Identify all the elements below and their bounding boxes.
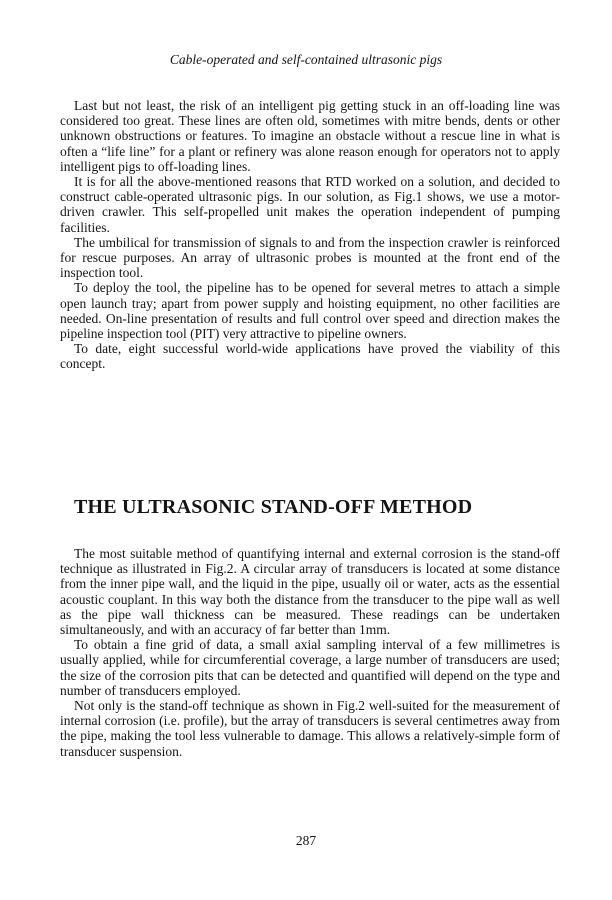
paragraph: To deploy the tool, the pipeline has to be opened for several metres to attach a simple open launch tray; apart from power supply and hoisting equipment, no other facilities are needed. On-line presentation of results and full control over speed and direction makes the pipeline inspection tool (PIT) very attractive to pipeline owners.: [60, 280, 560, 342]
paragraph: To obtain a fine grid of data, a small axial sampling interval of a few millimetres is usually applied, while for circumferential coverage, a large number of transducers are used; the size of the corrosion pits that can be detected and quantified will depend on the type and number of transducers employed.: [60, 637, 560, 698]
body-text-bottom: [60, 546, 560, 759]
body-text-top: [60, 98, 560, 372]
paragraph: The most suitable method of quantifying internal and external corrosion is the stand-off technique as illustrated in Fig.2. A circular array of transducers is located at some distance from the inner pipe wall, and the liquid in the pipe, usually oil or water, acts as the essential acoustic couplant. In this way both the distance from the transducer to the pipe wall as well as the pipe wall thickness can be measured. These readings can be undertaken simultaneously, and with an accuracy of far better than 1mm.: [60, 546, 560, 638]
running-head: Cable-operated and self-contained ultrasonic pigs: [169, 52, 443, 67]
page-number: 287: [295, 833, 317, 848]
paragraph: The umbilical for transmission of signals to and from the inspection crawler is reinforced for rescue purposes. An array of ultrasonic probes is mounted at the front end of the inspection tool.: [60, 234, 560, 281]
paragraph: Not only is the stand-off technique as shown in Fig.2 well-suited for the measurement of internal corrosion (i.e. profile), but the array of transducers is several centimetres away from the pipe, making the tool less vulnerable to damage. This allows a relatively-simple form of transducer suspension.: [60, 698, 560, 759]
paragraph: It is for all the above-mentioned reasons that RTD worked on a solution, and decided to construct cable-operated ultrasonic pigs. In our solution, as Fig.1 shows, we use a motor-driven crawler. This self-propelled unit makes the operation independent of pumping facilities.: [60, 174, 560, 235]
paragraph: To date, eight successful world-wide applications have proved the viability of this concept.: [60, 341, 560, 372]
section-heading: THE ULTRASONIC STAND-OFF METHOD: [74, 496, 473, 518]
paragraph: Last but not least, the risk of an intelligent pig getting stuck in an off-loading line was considered too great. These lines are often old, sometimes with mitre bends, dents or other unknown obstructions or features. To imagine an obstacle without a rescue line in what is often a “life line” for a plant or refinery was alone reason enough for operators not to apply intelligent pigs to off-loading lines.: [60, 98, 560, 174]
